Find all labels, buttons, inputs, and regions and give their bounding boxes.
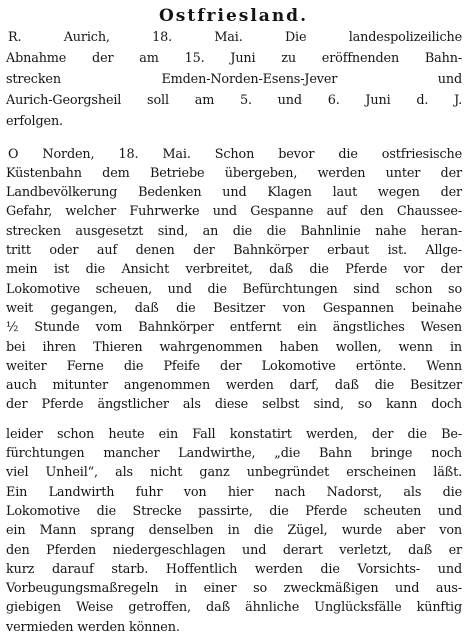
article-line: Lokomotive die Strecke passirte, die Pferde scheuten und (6, 503, 462, 519)
article-line: Lokomotive scheuen, und die Befürchtungen sind schon so (6, 281, 462, 297)
article-line: strecken Emden-Norden-Esens-Jever und (6, 71, 462, 87)
article-line: Aurich-Georgsheil soll am 5. und 6. Juni d. J. (6, 92, 462, 108)
article-line: Ein Landwirth fuhr von hier nach Nadorst, als die (6, 484, 462, 500)
article-line: bei ihren Thieren wahrgenommen haben wollen, wenn in (6, 339, 462, 355)
article-line: ½ Stunde vom Bahnkörper entfernt ein ängstliches Wesen (6, 320, 462, 336)
article-line: Gefahr, welcher Fuhrwerke und Gespanne auf den Chaussee- (6, 204, 462, 220)
article-line: leider schon heute ein Fall konstatirt werden, der die Be- (6, 426, 462, 442)
article-line: giebigen Weise getroffen, daß ähnliche Unglücksfälle künftig (6, 600, 462, 616)
article-line: vermieden werden können. (6, 619, 180, 635)
article-line: O Norden, 18. Mai. Schon bevor die ostfriesische (8, 146, 462, 162)
article-line: der Pferde ängstlicher als diese selbst sind, so kann doch (6, 397, 462, 413)
article-line: Landbevölkerung Bedenken und Klagen laut wegen der (6, 185, 462, 201)
article-line: viel Unheil“, als nicht ganz unbegründet erscheinen läßt. (6, 465, 462, 481)
article-line: auch mitunter angenommen werden darf, daß die Besitzer (6, 378, 462, 394)
article-line: Vorbeugungsmaßregeln in einer so zweckmäßigen und aus- (6, 581, 462, 597)
article-line: tritt oder auf denen der Bahnkörper erbaut ist. Allge- (6, 243, 462, 258)
article-line: weit gegangen, daß die Besitzer von Gespannen beinahe (6, 300, 462, 316)
article-line: den Pferden niedergeschlagen und derart verletzt, daß er (6, 542, 462, 558)
article-line: mein ist die Ansicht verbreitet, daß die Pferde vor der (6, 262, 462, 278)
article-line: kurz darauf starb. Hoffentlich werden die Vorsichts- und (6, 561, 462, 577)
article-line: erfolgen. (6, 113, 63, 129)
article-line: weiter Ferne die Pfeife der Lokomotive ertönte. Wenn (6, 358, 462, 374)
article-line: strecken ausgesetzt sind, an die die Bahnlinie nahe heran- (6, 223, 462, 239)
article-line: ein Mann sprang denselben in die Zügel, wurde aber von (6, 523, 462, 539)
article-line: fürchtungen mancher Landwirthe, „die Bahn bringe noch (6, 446, 462, 461)
article-line: R. Aurich, 18. Mai. Die landespolizeiliche (8, 30, 462, 45)
section-heading: Ostfriesland. (159, 6, 308, 26)
article-line: Abnahme der am 15. Juni zu eröffnenden Bahn- (6, 50, 462, 66)
article-line: Küstenbahn dem Betriebe übergeben, werden unter der (6, 165, 462, 181)
